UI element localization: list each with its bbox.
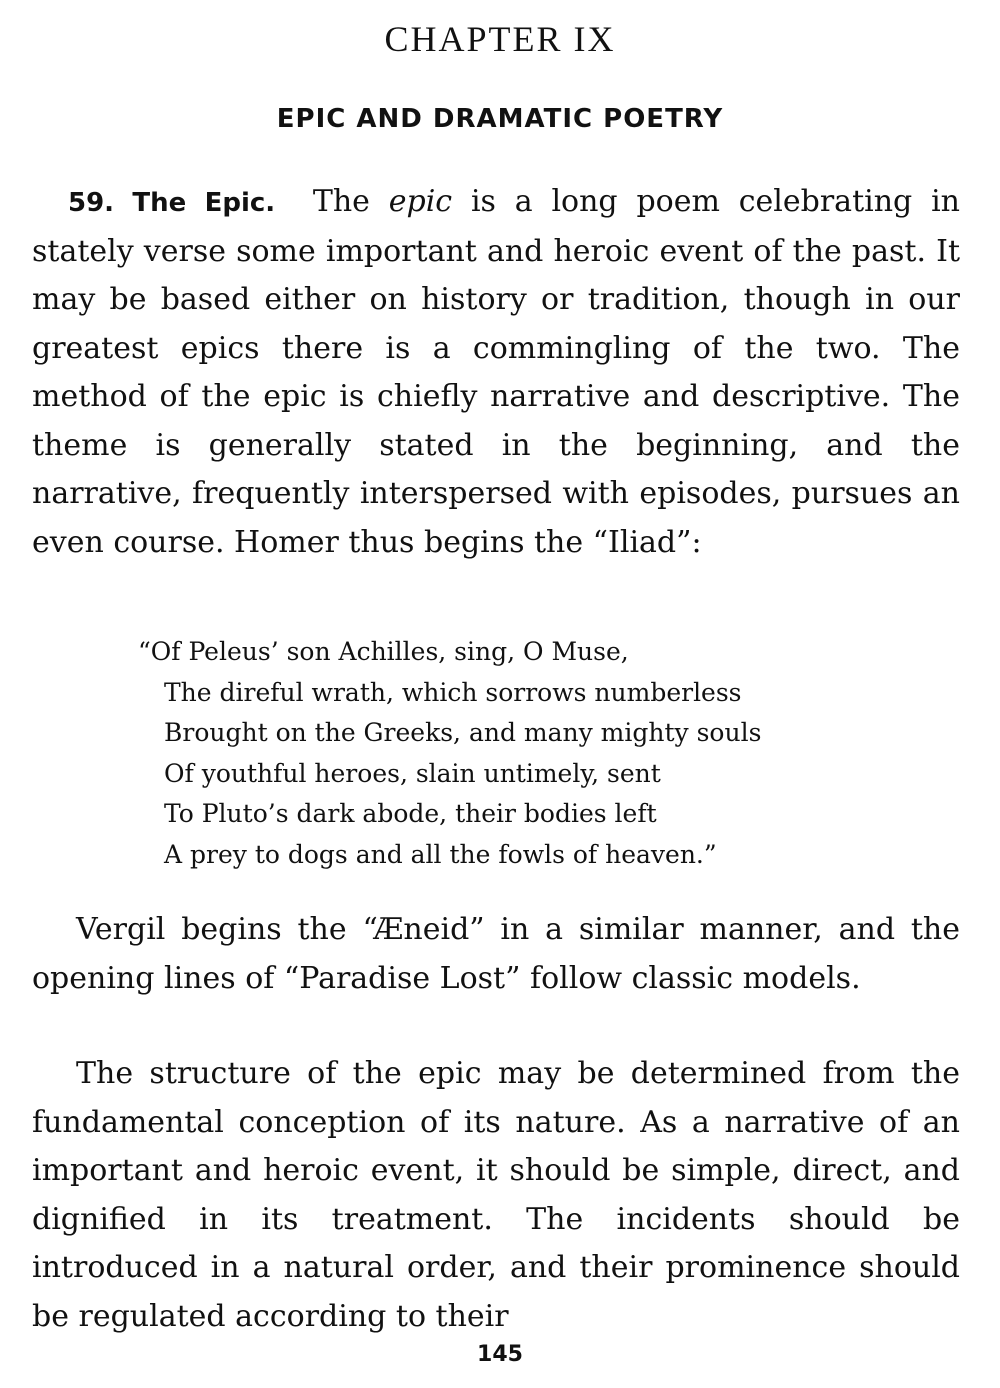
poem-line: The direful wrath, which sorrows numberless <box>164 677 742 707</box>
italic-term: epic <box>388 184 453 219</box>
page-number: 145 <box>477 1342 523 1367</box>
paragraph-epic-definition <box>32 178 960 567</box>
paragraph-heading: 59. The Epic. <box>68 188 276 218</box>
section-title: EPIC AND DRAMATIC POETRY <box>276 104 724 134</box>
poem-line: “Of Peleus’ son Achilles, sing, O Muse, <box>138 637 629 666</box>
poem-line: Of youthful heroes, slain untimely, sent <box>164 758 661 788</box>
paragraph-lead-word: The <box>312 184 370 219</box>
chapter-heading: CHAPTER IX <box>384 19 616 59</box>
poem-line: Brought on the Greeks, and many mighty souls <box>164 718 762 747</box>
poem-quote <box>138 632 761 875</box>
paragraph-vergil: Vergil begins the “Æneid” in a similar manner, and the opening lines of “Paradise Lost” follow classic models. <box>32 912 960 996</box>
paragraph-body: is a long poem celebrating in stately verse some important and heroic event of the past. It may be based either on history or tradition, though in our greatest epics there is a commingling of the two. The method of the epic is chiefly narrative and descriptive. The theme is generally stated in the beginning, and the narrative, frequently interspersed with episodes, pursues an even course. Homer thus begins the “Iliad”: <box>32 184 960 560</box>
poem-line: To Pluto’s dark abode, their bodies left <box>164 799 657 828</box>
poem-line: A prey to dogs and all the fowls of heaven.” <box>164 839 717 869</box>
paragraph-structure: The structure of the epic may be determined from the fundamental conception of its nature. As a narrative of an important and heroic event, it should be simple, direct, and dignified in its treatment. The incidents should be introduced in a natural order, and their prominence should be regulated according to their <box>32 1056 960 1334</box>
